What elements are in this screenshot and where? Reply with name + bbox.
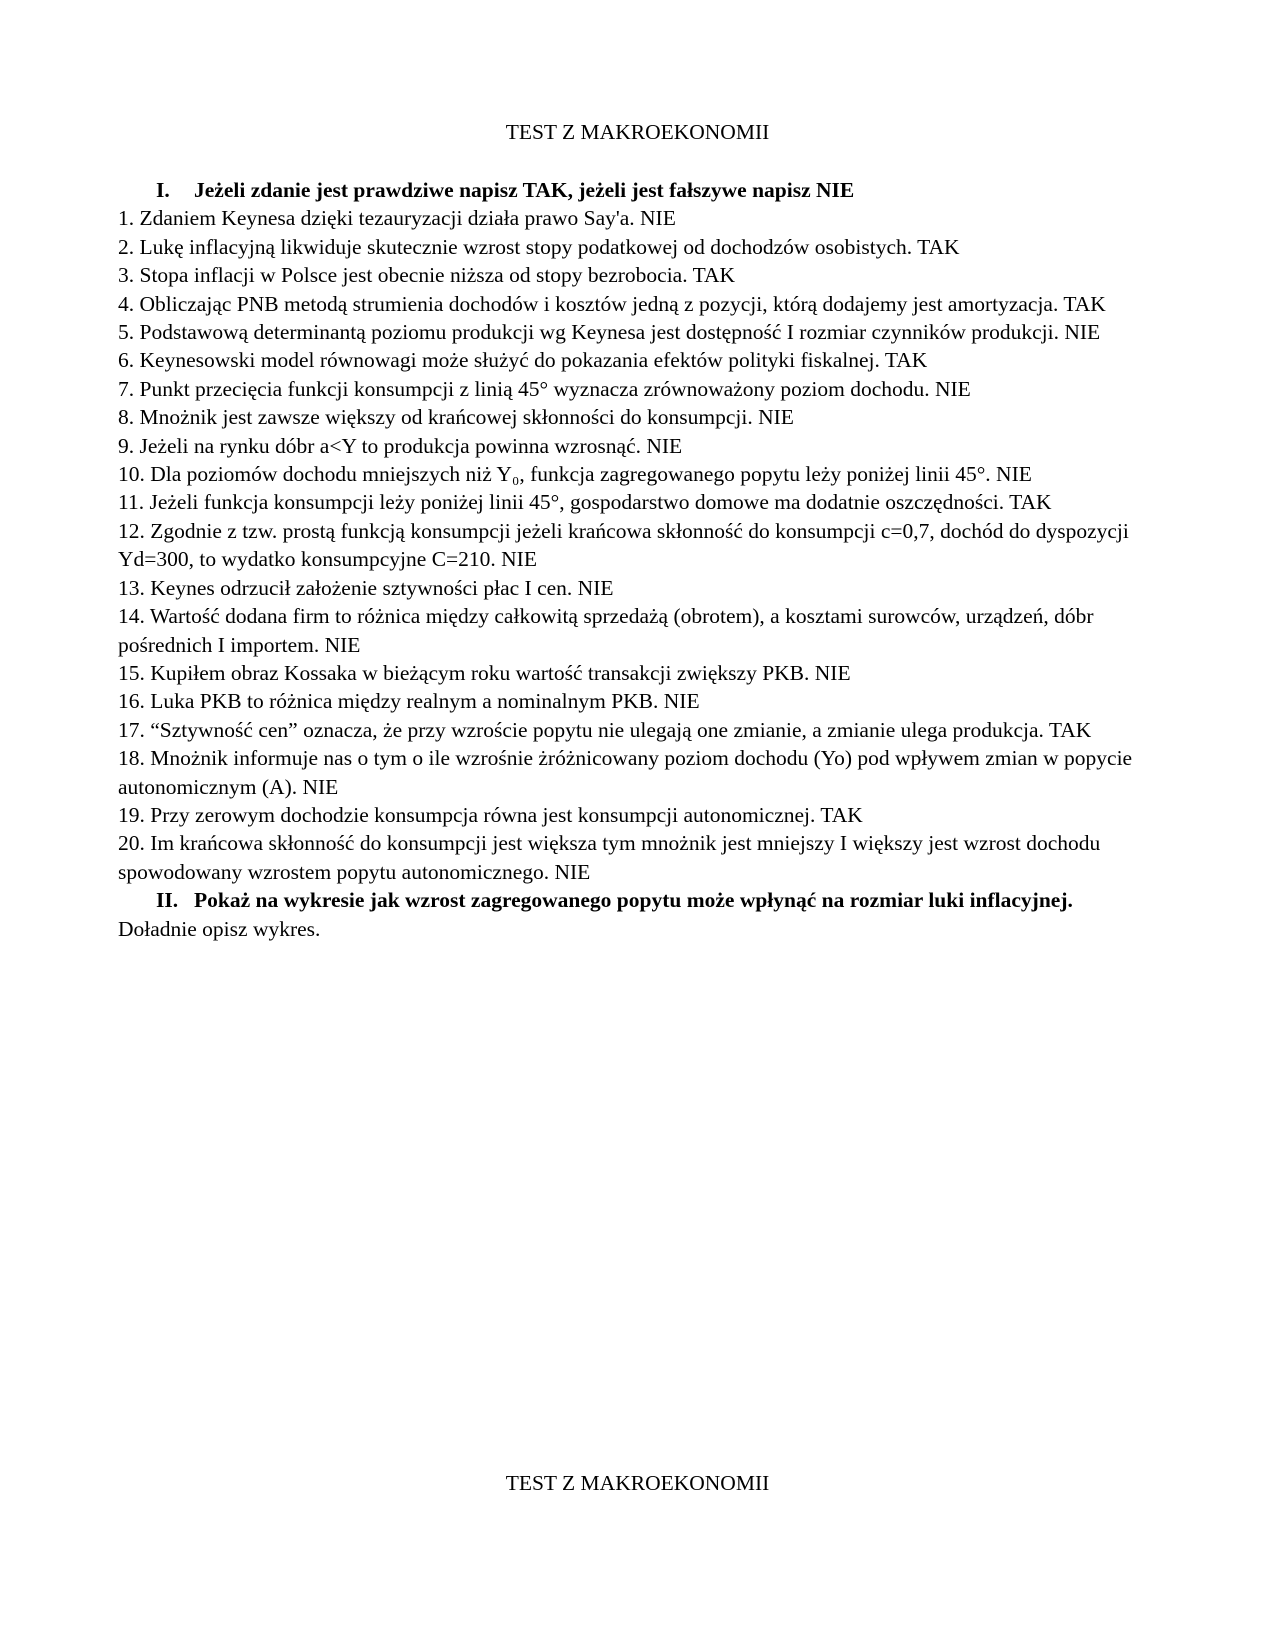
question-15: 15. Kupiłem obraz Kossaka w bieżącym roku wartość transakcji zwiększy PKB. NIE xyxy=(118,660,851,685)
question-9: 9. Jeżeli na rynku dóbr a<Y to produkcja powinna wzrosnąć. NIE xyxy=(118,433,683,458)
question-10: 10. Dla poziomów dochodu mniejszych niż Y₀, funkcja zagregowanego popytu leży poniżej linii 45°. NIE xyxy=(118,462,1032,487)
question-2: 2. Lukę inflacyjną likwiduje skutecznie wzrost stopy podatkowej od dochodzów osobistych. TAK xyxy=(118,234,960,259)
section-1-heading xyxy=(118,176,1158,204)
question-17: 17. “Sztywność cen” oznacza, że przy wzroście popytu nie ulegają one zmianie, a zmianie ulega produkcja. TAK xyxy=(118,717,1092,742)
section-1-text: Jeżeli zdanie jest prawdziwe napisz TAK, jeżeli jest fałszywe napisz NIE xyxy=(194,178,855,202)
question-16: 16. Luka PKB to różnica między realnym a nominalnym PKB. NIE xyxy=(118,689,700,714)
section-2-number: II. xyxy=(156,888,179,913)
question-7: 7. Punkt przecięcia funkcji konsumpcji z linią 45° wyznacza zrównoważony poziom dochodu. NIE xyxy=(118,376,971,401)
question-5: 5. Podstawową determinantą poziomu produkcji wg Keynesa jest dostępność I rozmiar czynników produkcji. NIE xyxy=(118,320,1101,345)
question-20: 20. Im krańcowa skłonność do konsumpcji jest większa tym mnożnik jest mniejszy I większy jest wzrost dochodu spowodowany wzrostem popytu autonomicznego. NIE xyxy=(118,831,1101,884)
question-19: 19. Przy zerowym dochodzie konsumpcja równa jest konsumpcji autonomicznej. TAK xyxy=(118,802,863,827)
document-title: TEST Z MAKROEKONOMII xyxy=(505,120,770,144)
question-4: 4. Obliczając PNB metodą strumienia dochodów i kosztów jedną z pozycji, którą dodajemy jest amortyzacja. TAK xyxy=(118,291,1106,316)
question-18: 18. Mnożnik informuje nas o tym o ile wzrośnie żróżnicowany poziom dochodu (Yo) pod wpływem zmian w popycie autonomicznym (A). NIE xyxy=(118,746,1133,799)
section-1-number: I. xyxy=(156,178,170,202)
question-8: 8. Mnożnik jest zawsze większy od krańcowej skłonności do konsumpcji. NIE xyxy=(118,405,794,430)
question-12: 12. Zgodnie z tzw. prostą funkcją konsumpcji jeżeli krańcowa skłonność do konsumpcji c=0,7, dochód do dyspozycji Yd=300, to wydatko konsumpcyjne C=210. NIE xyxy=(118,518,1129,572)
document-title-repeat: TEST Z MAKROEKONOMII xyxy=(505,1471,770,1495)
question-1: 1. Zdaniem Keynesa dzięki tezauryzacji działa prawo Say'a. NIE xyxy=(118,206,676,231)
section-2-text: Pokaż na wykresie jak wzrost zagregowanego popytu może wpłynąć na rozmiar luki inflacyjnej. xyxy=(194,888,1073,913)
question-3: 3. Stopa inflacji w Polsce jest obecnie niższa od stopy bezrobocia. TAK xyxy=(118,263,736,288)
instruction-text: Doładnie opisz wykres. xyxy=(118,916,321,941)
question-14: 14. Wartość dodana firm to różnica między całkowitą sprzedażą (obrotem), a kosztami surowców, urządzeń, dóbr pośrednich I importem. NIE xyxy=(118,604,1094,657)
section-2-heading xyxy=(118,886,1158,914)
question-13: 13. Keynes odrzucił założenie sztywności płac I cen. NIE xyxy=(118,575,614,600)
question-6: 6. Keynesowski model równowagi może służyć do pokazania efektów polityki fiskalnej. TAK xyxy=(118,348,928,373)
document-body xyxy=(118,176,1158,943)
question-11: 11. Jeżeli funkcja konsumpcji leży poniżej linii 45°, gospodarstwo domowe ma dodatnie oszczędności. TAK xyxy=(118,490,1052,515)
